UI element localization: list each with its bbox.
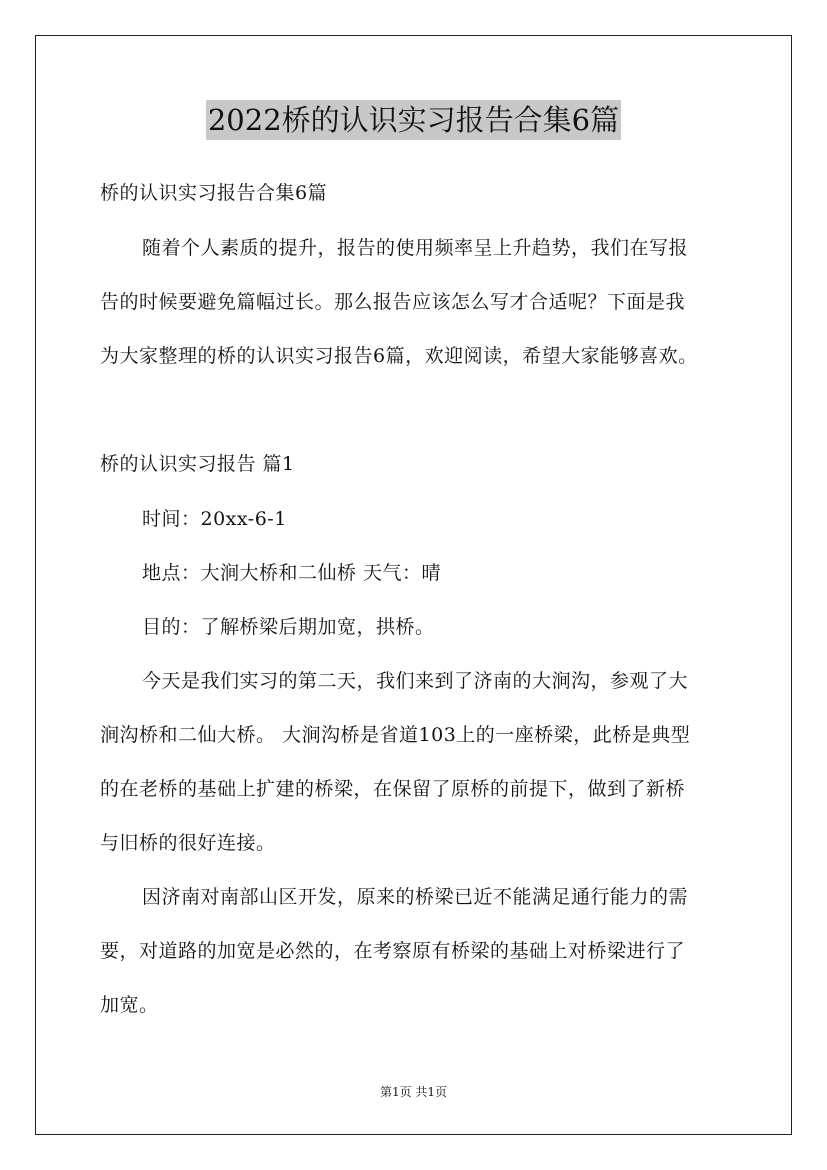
paragraph-line: 涧沟桥和二仙大桥。 大涧沟桥是省道103上的一座桥梁，此桥是典型 (100, 724, 691, 746)
paragraph-line: 加宽。 (100, 994, 159, 1016)
page-footer: 第1页 共1页 (379, 1085, 448, 1099)
paragraph-line: 地点：大涧大桥和二仙桥 天气：晴 (142, 562, 442, 584)
paragraph-line: 今天是我们实习的第二天，我们来到了济南的大涧沟，参观了大 (142, 670, 689, 692)
paragraph-line: 为大家整理的桥的认识实习报告6篇，欢迎阅读，希望大家能够喜欢。 (100, 345, 698, 367)
section-heading: 桥的认识实习报告 篇1 (100, 453, 295, 475)
paragraph-line: 与旧桥的很好连接。 (100, 832, 276, 854)
paragraph-line: 的在老桥的基础上扩建的桥梁，在保留了原桥的前提下，做到了新桥 (100, 778, 686, 800)
title-container (0, 100, 827, 140)
paragraph-line: 要，对道路的加宽是必然的，在考察原有桥梁的基础上对桥梁进行了 (100, 940, 686, 962)
paragraph-line: 目的：了解桥梁后期加宽，拱桥。 (142, 616, 435, 638)
paragraph-line: 因济南对南部山区开发，原来的桥梁已近不能满足通行能力的需 (142, 886, 689, 908)
paragraph-line: 随着个人素质的提升，报告的使用频率呈上升趋势，我们在写报 (142, 237, 689, 259)
subtitle-line: 桥的认识实习报告合集6篇 (100, 182, 328, 204)
paragraph-line: 时间：20xx-6-1 (142, 508, 287, 530)
paragraph-line: 告的时候要避免篇幅过长。那么报告应该怎么写才合适呢？下面是我 (100, 291, 686, 313)
document-title: 2022桥的认识实习报告合集6篇 (206, 100, 621, 140)
